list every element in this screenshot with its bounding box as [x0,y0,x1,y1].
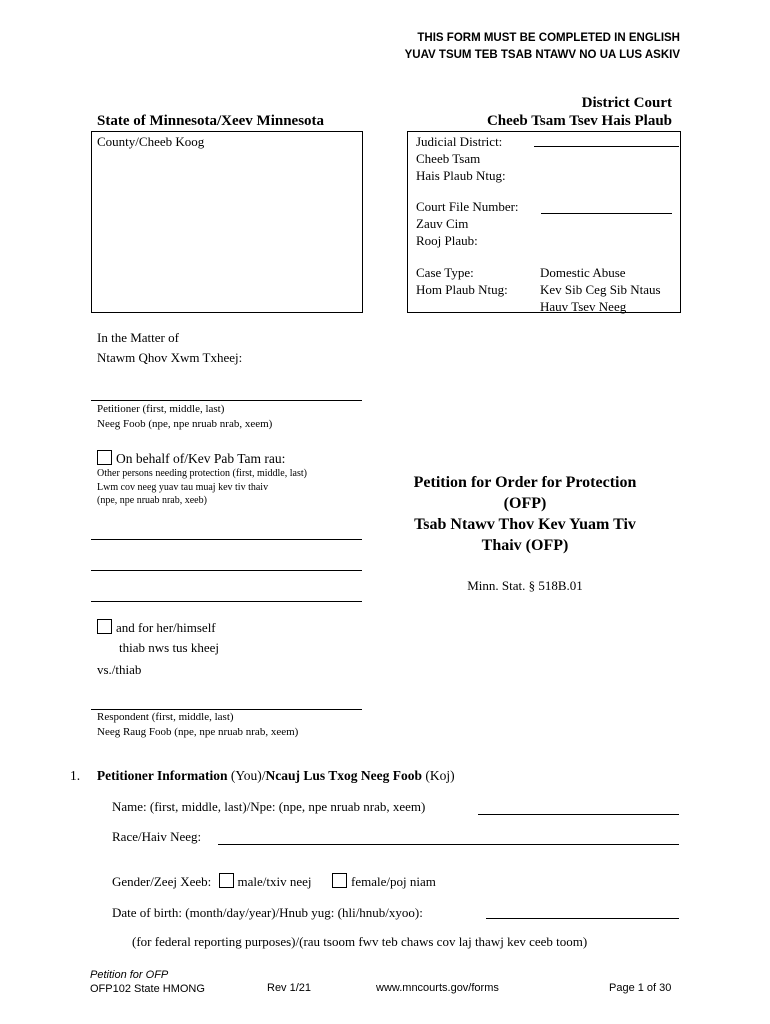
section-number: 1. [70,768,81,783]
county-label: County/Cheeb Koog [97,134,205,149]
protected-person-line-3[interactable] [91,601,362,602]
court-title-english: District Court [581,95,672,111]
respondent-caption: Respondent (first, middle, last) Neeg Raug Foob (npe, npe nruab nrab, xeem) [97,711,299,738]
petitioner-name-line[interactable] [91,400,362,401]
court-file-number-field[interactable] [541,213,672,214]
protected-person-line-2[interactable] [91,570,362,571]
male-label: male/txiv neej [237,874,312,889]
court-file-number-label: Court File Number: Zauv Cim Rooj Plaub: [416,199,519,248]
court-title [487,94,672,130]
judicial-district-label: Judicial District: Cheeb Tsam Hais Plaub Ntug: [416,134,506,183]
self-label-hmong: thiab nws tus kheej [119,640,220,655]
name-label: Name: (first, middle, last)/Npe: (npe, npe nruab nrab, xeem) [112,799,426,814]
notice-line-hmong: YUAV TSUM TEB TSAB NTAWV NO UA LUS ASKIV [404,49,680,61]
on-behalf-option[interactable] [97,450,285,467]
dob-label: Date of birth: (month/day/year)/Hnub yug: (hli/hnub/xyoo): [112,905,423,920]
form-language-notice [405,30,680,64]
section-1-heading: 1. Petitioner Information (You)/Ncauj Lus Txog Neeg Foob (Koj) [70,768,455,783]
statute-citation: Minn. Stat. § 518B.01 [467,578,583,593]
self-checkbox[interactable] [97,619,112,634]
on-behalf-label: On behalf of/Kev Pab Tam rau: [116,451,286,466]
on-behalf-description: Other persons needing protection (first, middle, last) Lwm cov neeg yuav tau muaj kev tiv thaiv (npe, npe nruab nrab, xeeb) [97,468,307,506]
self-option[interactable] [97,618,219,658]
case-info-box [407,131,681,313]
footer-form-id: OFP102 State HMONG [90,983,205,995]
dob-field[interactable] [486,918,679,919]
notice-line-english: THIS FORM MUST BE COMPLETED IN ENGLISH [417,32,680,44]
footer-url[interactable]: www.mncourts.gov/forms [376,982,499,994]
female-label: female/poj niam [351,874,436,889]
state-title: State of Minnesota/Xeev Minnesota [97,113,325,129]
case-type-value: Domestic Abuse Kev Sib Ceg Sib Ntaus Hauv Tsev Neeg [540,265,661,314]
footer-revision: Rev 1/21 [267,982,312,994]
footer-form-title: Petition for OFP [90,969,169,981]
female-checkbox[interactable] [332,873,347,888]
section-title-english: Petitioner Information [96,768,228,783]
petition-title: Petition for Order for Protection (OFP) Tsab Ntawv Thov Kev Yuam Tiv Thaiv (OFP) [413,474,637,554]
county-box[interactable] [91,131,363,313]
race-field[interactable] [218,844,679,845]
on-behalf-checkbox[interactable] [97,450,112,465]
gender-row [112,873,436,890]
court-title-hmong: Cheeb Tsam Tsev Hais Plaub [486,113,672,129]
federal-reporting-note: (for federal reporting purposes)/(rau tsoom fwv teb chaws cov laj thawj kev ceeb toom) [132,934,588,949]
footer-page-number: Page 1 of 30 [609,982,672,994]
judicial-district-field[interactable] [534,146,679,147]
gender-label: Gender/Zeej Xeeb: [112,874,212,889]
petitioner-caption: Petitioner (first, middle, last) Neeg Foob (npe, npe nruab nrab, xeem) [97,403,273,430]
race-label: Race/Haiv Neeg: [112,829,202,844]
protected-person-line-1[interactable] [91,539,362,540]
matter-label: In the Matter of Ntawm Qhov Xwm Txheej: [97,330,243,365]
self-label-english: and for her/himself [116,620,216,635]
section-title-hmong: Ncauj Lus Txog Neeg Foob [265,768,423,783]
name-field[interactable] [478,814,679,815]
footer-form-info [90,968,205,996]
case-type-label: Case Type: Hom Plaub Ntug: [416,265,508,297]
male-checkbox[interactable] [219,873,234,888]
versus-label: vs./thiab [97,662,142,677]
